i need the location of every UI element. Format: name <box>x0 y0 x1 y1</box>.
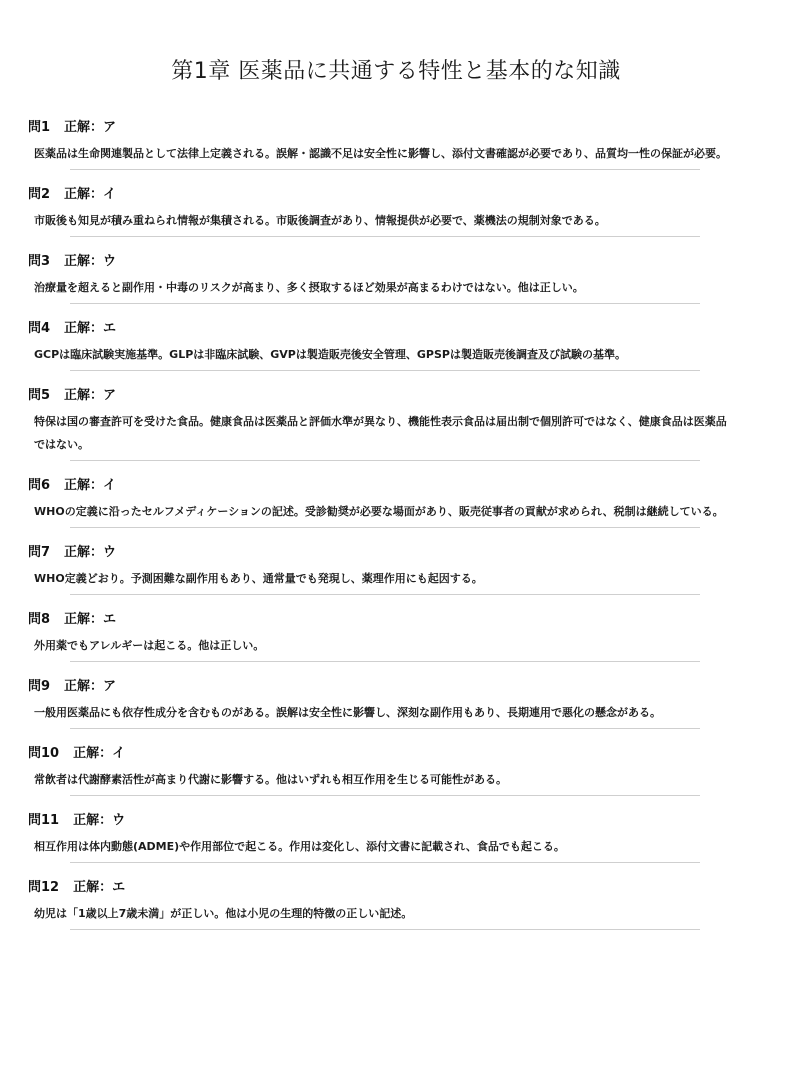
correct-answer: 正解：ア <box>64 120 117 135</box>
explanation-text: 一般用医薬品にも依存性成分を含むものがある。誤解は安全性に影響し、深刻な副作用もあり、長期連用で悪化の懸念がある。 <box>34 706 661 719</box>
question-number: 問1 <box>28 120 51 135</box>
question-number: 問6 <box>28 478 51 493</box>
question-number: 問8 <box>28 612 51 627</box>
divider <box>70 370 700 371</box>
correct-answer: 正解：エ <box>73 880 126 895</box>
answer-item <box>0 252 792 304</box>
explanation-text: 医薬品は生命関連製品として法律上定義される。誤解・認識不足は安全性に影響し、添付文書確認が必要であり、品質均一性の保証が必要。 <box>34 147 727 160</box>
answer-heading <box>28 118 792 138</box>
question-number: 問5 <box>28 388 51 403</box>
answer-item <box>0 878 792 930</box>
explanation-text: 幼児は「1歳以上7歳未満」が正しい。他は小児の生理的特徴の正しい記述。 <box>34 907 413 920</box>
question-number: 問11 <box>28 813 60 828</box>
answer-item <box>0 118 792 170</box>
correct-answer: 正解：イ <box>64 478 117 493</box>
answer-item <box>0 476 792 528</box>
question-number: 問12 <box>28 880 60 895</box>
question-number: 問9 <box>28 679 51 694</box>
answer-item <box>0 319 792 371</box>
answer-heading <box>28 878 792 898</box>
divider <box>70 169 700 170</box>
divider <box>70 594 700 595</box>
answer-heading <box>28 185 792 205</box>
answer-item <box>0 744 792 796</box>
answer-item <box>0 185 792 237</box>
page-title: 第1章 医薬品に共通する特性と基本的な知識 <box>171 59 621 84</box>
explanation-text: 治療量を超えると副作用・中毒のリスクが高まり、多く摂取するほど効果が高まるわけではない。他は正しい。 <box>34 281 584 294</box>
correct-answer: 正解：ウ <box>73 813 126 828</box>
correct-answer: 正解：ア <box>64 388 117 403</box>
correct-answer: 正解：イ <box>73 746 126 761</box>
answer-item <box>0 610 792 662</box>
divider <box>70 728 700 729</box>
divider <box>70 929 700 930</box>
divider <box>70 661 700 662</box>
question-number: 問2 <box>28 187 51 202</box>
correct-answer: 正解：ア <box>64 679 117 694</box>
divider <box>70 862 700 863</box>
question-number: 問10 <box>28 746 60 761</box>
explanation-text: 常飲者は代謝酵素活性が高まり代謝に影響する。他はいずれも相互作用を生じる可能性がある。 <box>34 773 507 786</box>
question-number: 問4 <box>28 321 51 336</box>
divider <box>70 236 700 237</box>
explanation-text: 特保は国の審査許可を受けた食品。健康食品は医薬品と評価水準が異なり、機能性表示食品は届出制で個別許可ではなく、健康食品は医薬品ではない。 <box>34 415 727 451</box>
divider <box>70 795 700 796</box>
explanation-text: 相互作用は体内動態(ADME)や作用部位で起こる。作用は変化し、添付文書に記載され、食品でも起こる。 <box>34 840 565 853</box>
answer-item <box>0 543 792 595</box>
divider <box>70 303 700 304</box>
answer-heading <box>28 476 792 496</box>
divider <box>70 527 700 528</box>
correct-answer: 正解：エ <box>64 321 117 336</box>
answer-heading <box>28 610 792 630</box>
correct-answer: 正解：ウ <box>64 254 117 269</box>
answer-item <box>0 386 792 461</box>
divider <box>70 460 700 461</box>
answer-item <box>0 811 792 863</box>
explanation-text: 外用薬でもアレルギーは起こる。他は正しい。 <box>34 639 265 652</box>
answer-heading <box>28 811 792 831</box>
question-number: 問7 <box>28 545 51 560</box>
explanation-text: WHO定義どおり。予測困難な副作用もあり、通常量でも発現し、薬理作用にも起因する。 <box>34 572 483 585</box>
correct-answer: 正解：イ <box>64 187 117 202</box>
explanation-text: 市販後も知見が積み重ねられ情報が集積される。市販後調査があり、情報提供が必要で、薬機法の規制対象である。 <box>34 214 606 227</box>
answer-heading <box>28 744 792 764</box>
answer-heading <box>28 386 792 406</box>
answer-heading <box>28 319 792 339</box>
answer-heading <box>28 543 792 563</box>
correct-answer: 正解：ウ <box>64 545 117 560</box>
answer-item <box>0 677 792 729</box>
qa-list <box>0 118 792 945</box>
answer-heading <box>28 252 792 272</box>
explanation-text: GCPは臨床試験実施基準。GLPは非臨床試験、GVPは製造販売後安全管理、GPSPは製造販売後調査及び試験の基準。 <box>34 348 626 361</box>
correct-answer: 正解：エ <box>64 612 117 627</box>
explanation-text: WHOの定義に沿ったセルフメディケーションの記述。受診勧奨が必要な場面があり、販売従事者の貢献が求められ、税制は継続している。 <box>34 505 724 518</box>
question-number: 問3 <box>28 254 51 269</box>
answer-heading <box>28 677 792 697</box>
